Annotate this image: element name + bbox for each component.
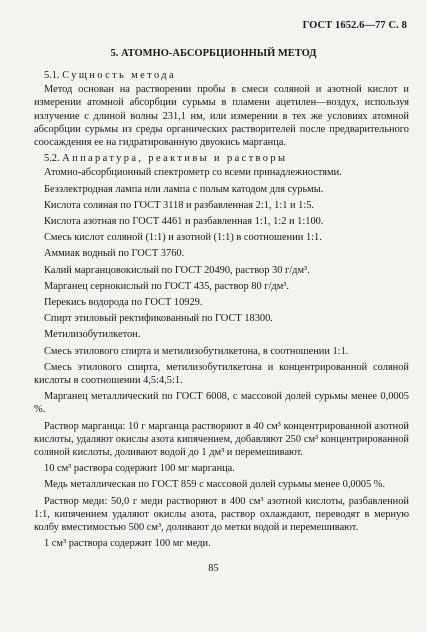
list-item: Смесь кислот соляной (1:1) и азотной (1:1) в соотношении 1:1. [44,232,322,244]
list-item: Смесь этилового спирта, метилизобутилкетона и концентрированной соляной кислоты в соотношении 4,5:4,5:1. [34,361,409,387]
list-item: Марганец металлический по ГОСТ 6008, с массовой долей сурьмы менее 0,0005 %. [34,391,409,416]
list-item: Спирт этиловый ректификованный по ГОСТ 18300. [44,313,273,325]
paragraph-essence: Метод основан на растворении пробы в смеси соляной и азотной кислот и измерении атомной абсорбции сурьмы в пламени ацетилен—воздух, используя излучение с длиной волны 231,1 нм, или измерении в тех же условиях атомной абсорбции сурьмы из среды органических растворителей после предварительного соосаждения ее на гидратированную двуокись марганца. [34,84,409,149]
list-item: Раствор марганца: 10 г марганца растворяют в 40 см³ концентрированной азотной кислоты, удаляют окислы азота кипячением, добавляют 250 см³ концентрированной соляной кислоты, доливают водой до 1 дм³ и перемешивают. [34,420,409,459]
list-item: Безэлектродная лампа или лампа с полым катодом для сурьмы. [44,183,324,195]
page-number: 85 [208,563,219,574]
subsection-title: Аппаратура, реактивы и растворы [62,153,288,165]
subsection-number: 5.1. [44,70,60,81]
list-item: Марганец сернокислый по ГОСТ 435, раствор 80 г/дм³. [44,280,289,292]
section-title: 5. АТОМНО-АБСОРБЦИОННЫЙ МЕТОД [110,48,317,59]
page-header: ГОСТ 1652.6—77 С. 8 [302,20,407,31]
subsection-heading-5-2 [34,152,409,165]
list-item: Калий марганцовокислый по ГОСТ 20490, раствор 30 г/дм³. [44,264,310,276]
list-item: Кислота азотная по ГОСТ 4461 и разбавленная 1:1, 1:2 и 1:100. [44,216,324,228]
list-item: Аммиак водный по ГОСТ 3760. [44,248,185,260]
subsection-title: Сущность метода [62,70,176,81]
list-item: Раствор меди: 50,0 г меди растворяют в 400 см³ азотной кислоты, разбавленной 1:1, кипячением удаляют окислы азота, раствор охлаждают, переводят в мерную колбу вместимостью 500 см³, доливают до метки водой и перемешивают. [34,495,409,534]
list-item: Перекись водорода по ГОСТ 10929. [44,297,203,309]
list-item: 1 см³ раствора содержит 100 мг меди. [44,538,211,550]
list-item: Кислота соляная по ГОСТ 3118 и разбавленная 2:1, 1:1 и 1:5. [44,199,315,211]
list-item: Атомно-абсорбционный спектрометр со всеми принадлежностями. [44,167,342,179]
subsection-heading-5-1 [34,69,409,82]
list-item: Медь металлическая по ГОСТ 859 с массовой долей сурьмы менее 0,0005 %. [44,479,386,491]
list-item: Смесь этилового спирта и метилизобутилкетона, в соотношении 1:1. [44,345,349,357]
subsection-number: 5.2. [44,153,60,165]
document-body [34,69,409,554]
list-item: Метилизобутилкетон. [44,329,141,341]
list-item: 10 см³ раствора содержит 100 мг марганца. [44,463,235,475]
